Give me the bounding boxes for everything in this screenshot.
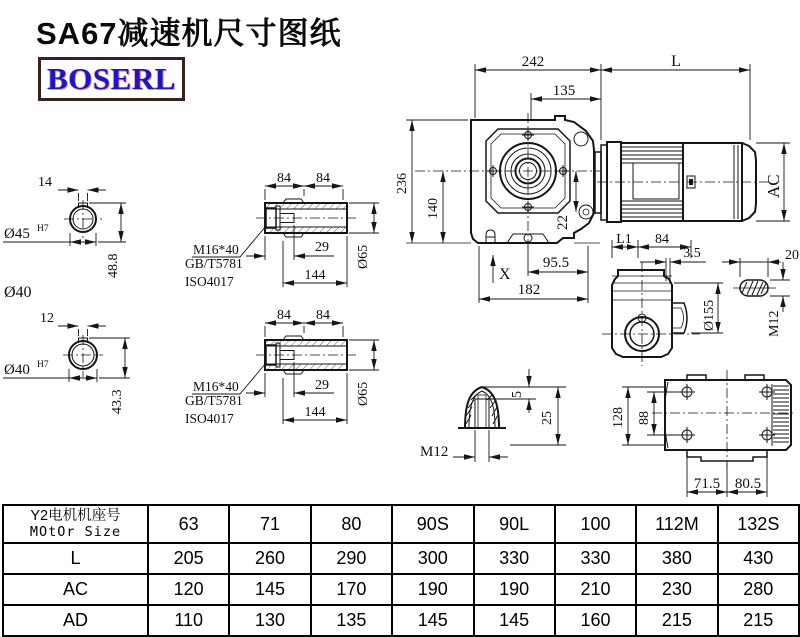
label-gb-bot: GB/T5781 xyxy=(185,393,243,408)
dim-M12-side: M12 xyxy=(767,310,782,337)
column-header: 71 xyxy=(228,506,309,542)
table-cell: 330 xyxy=(554,542,635,573)
dim-84a-top: 84 xyxy=(277,171,291,186)
dim-L1: L1 xyxy=(616,232,632,247)
dim-135: 135 xyxy=(552,83,576,99)
dim-84-motor: 84 xyxy=(655,232,669,247)
side-view xyxy=(602,246,799,366)
hollow-shaft-bottom xyxy=(185,308,379,426)
header-line2: MOtOr Size xyxy=(29,523,122,540)
table-cell: 290 xyxy=(310,542,391,573)
dim-65-bot: Ø65 xyxy=(356,381,371,406)
dim-3-5: 3.5 xyxy=(683,246,701,261)
row-label: AC xyxy=(4,573,147,604)
table-cell: 260 xyxy=(228,542,309,573)
bore-view-top xyxy=(3,175,126,301)
dim-88: 88 xyxy=(637,411,652,425)
column-header: 100 xyxy=(554,506,635,542)
dim-29-top: 29 xyxy=(315,240,329,255)
table-cell: 135 xyxy=(310,604,391,635)
label-bolt-top: M16*40 xyxy=(193,242,239,257)
dim-22: 22 xyxy=(555,215,571,230)
dim-25: 25 xyxy=(540,411,555,425)
page-title: SA67减速机尺寸图纸 xyxy=(36,16,342,51)
fit-h7-bottom: H7 xyxy=(37,360,49,370)
header-line1: Y2电机机座号 xyxy=(30,508,121,525)
dim-144-top: 144 xyxy=(304,268,326,283)
table-header-motor-size xyxy=(4,506,147,542)
table-cell: 215 xyxy=(635,604,716,635)
fit-h7-top: H7 xyxy=(37,224,49,234)
table-cell: 230 xyxy=(635,573,716,604)
table-cell: 205 xyxy=(147,542,228,573)
dim-12: 12 xyxy=(40,311,54,326)
table-cell: 145 xyxy=(473,604,554,635)
dim-43-3: 43.3 xyxy=(110,389,125,414)
table-cell: 190 xyxy=(391,573,472,604)
label-bolt-bot: M16*40 xyxy=(193,379,239,394)
dim-236: 236 xyxy=(395,173,410,194)
dim-L: L xyxy=(671,53,681,70)
table-cell: 430 xyxy=(717,542,798,573)
column-header: 63 xyxy=(147,506,228,542)
dim-48-8: 48.8 xyxy=(106,253,121,278)
label-gb-top: GB/T5781 xyxy=(185,256,243,271)
dim-84b-top: 84 xyxy=(316,171,330,186)
table-cell: 120 xyxy=(147,573,228,604)
dim-71-5: 71.5 xyxy=(693,476,721,492)
assembly-view xyxy=(395,53,790,303)
dim-242: 242 xyxy=(521,54,545,70)
dimension-table xyxy=(2,504,800,637)
column-header: 90S xyxy=(391,506,472,542)
column-header: 80 xyxy=(310,506,391,542)
dim-128: 128 xyxy=(611,407,626,428)
dim-84a-bot: 84 xyxy=(277,308,291,323)
dim-95-5: 95.5 xyxy=(542,255,570,271)
row-label: AD xyxy=(4,604,147,635)
bore-view-bottom xyxy=(3,311,130,414)
dim-84b-bot: 84 xyxy=(316,308,330,323)
table-cell: 330 xyxy=(473,542,554,573)
table-cell: 300 xyxy=(391,542,472,573)
column-header: 90L xyxy=(473,506,554,542)
label-iso-top: ISO4017 xyxy=(185,274,234,289)
dim-14: 14 xyxy=(38,175,52,190)
dim-bore-45: Ø45 xyxy=(4,226,30,242)
top-view xyxy=(611,370,796,497)
dim-20: 20 xyxy=(785,248,799,263)
table-cell: 145 xyxy=(391,604,472,635)
hollow-shaft-top xyxy=(185,171,379,289)
shaft-end-view xyxy=(420,369,566,462)
dim-80-5: 80.5 xyxy=(734,476,762,492)
table-cell: 190 xyxy=(473,573,554,604)
label-X: X xyxy=(499,266,511,283)
row-label: L xyxy=(4,542,147,573)
dim-140: 140 xyxy=(426,198,441,219)
table-cell: 110 xyxy=(147,604,228,635)
dim-65-top: Ø65 xyxy=(356,244,371,269)
dim-AC: AC xyxy=(764,174,783,198)
column-header: 132S xyxy=(717,506,798,542)
dim-182: 182 xyxy=(517,282,541,298)
dim-bore-40: Ø40 xyxy=(4,362,30,378)
logo-text: BOSERL xyxy=(47,61,176,96)
dim-M12-end: M12 xyxy=(420,444,449,460)
table-cell: 160 xyxy=(554,604,635,635)
table-cell: 380 xyxy=(635,542,716,573)
table-cell: 130 xyxy=(228,604,309,635)
table-cell: 170 xyxy=(310,573,391,604)
label-iso-bot: ISO4017 xyxy=(185,411,234,426)
table-cell: 210 xyxy=(554,573,635,604)
label-d40: Ø40 xyxy=(4,284,32,301)
dim-144-bot: 144 xyxy=(304,405,326,420)
column-header: 112M xyxy=(635,506,716,542)
dim-5: 5 xyxy=(510,391,525,398)
table-cell: 145 xyxy=(228,573,309,604)
dim-29-bot: 29 xyxy=(315,378,329,393)
table-cell: 215 xyxy=(717,604,798,635)
dim-155: Ø155 xyxy=(702,299,717,331)
table-cell: 280 xyxy=(717,573,798,604)
